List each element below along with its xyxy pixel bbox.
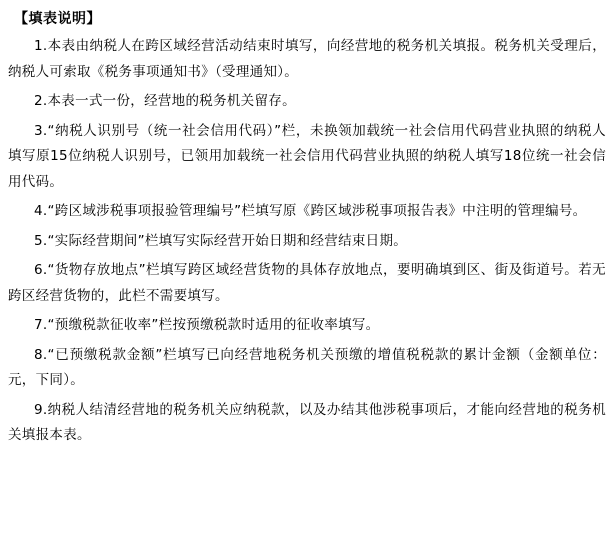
instructions-document — [8, 8, 606, 453]
instruction-item-9: 9.纳税人结清经营地的税务机关应纳税款，以及办结其他涉税事项后，才能向经营地的税务机关填报本表。 — [8, 401, 606, 443]
instruction-item-7: 7.“预缴税款征收率”栏按预缴税款时适用的征收率填写。 — [34, 317, 380, 333]
instruction-item-3: 3.“纳税人识别号（统一社会信用代码）”栏，未换领加载统一社会信用代码营业执照的纳税人填写原15位纳税人识别号，已领用加载统一社会信用代码营业执照的纳税人填写18位统一社会信用代码。 — [8, 122, 606, 190]
section-heading: 【填表说明】 — [14, 11, 101, 27]
instruction-item-2: 2.本表一式一份，经营地的税务机关留存。 — [34, 93, 296, 109]
instruction-item-6: 6.“货物存放地点”栏填写跨区域经营货物的具体存放地点，要明确填到区、街及街道号。若无跨区经营货物的，此栏不需要填写。 — [8, 262, 606, 304]
instruction-item-4: 4.“跨区域涉税事项报验管理编号”栏填写原《跨区域涉税事项报告表》中注明的管理编号。 — [34, 203, 587, 219]
instruction-item-5: 5.“实际经营期间”栏填写实际经营开始日期和经营结束日期。 — [34, 232, 408, 249]
instruction-item-1: 1.本表由纳税人在跨区域经营活动结束时填写，向经营地的税务机关填报。税务机关受理后，纳税人可索取《税务事项通知书》（受理通知）。 — [8, 38, 606, 80]
instruction-item-8: 8.“已预缴税款金额”栏填写已向经营地税务机关预缴的增值税税款的累计金额（金额单位：元，下同）。 — [8, 346, 606, 388]
